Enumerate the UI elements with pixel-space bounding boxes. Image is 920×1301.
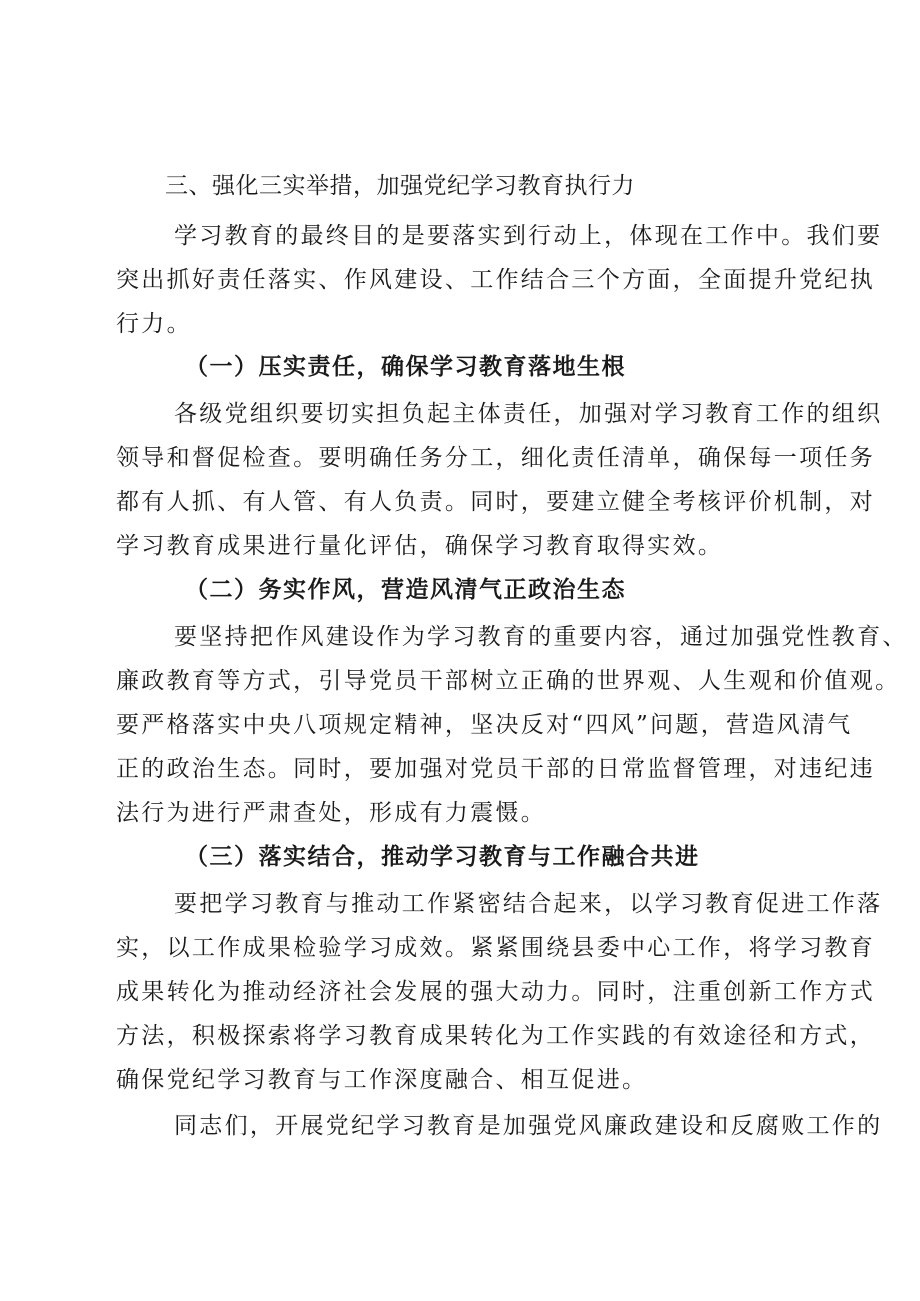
closing-line-1: 同志们，开展党纪学习教育是加强党风廉政建设和反腐败工作的 <box>174 1113 883 1139</box>
sub-heading-2: （二）务实作风，营造风清气正政治生态 <box>185 577 626 603</box>
sub3-line-1: 要把学习教育与推动工作紧密结合起来，以学习教育促进工作落 <box>174 891 883 917</box>
sub2-line-1: 要坚持把作风建设作为学习教育的重要内容，通过加强党性教育、 <box>174 624 908 650</box>
sub-heading-1: （一）压实责任，确保学习教育落地生根 <box>185 354 626 380</box>
sub1-line-1: 各级党组织要切实担负起主体责任，加强对学习教育工作的组织 <box>174 401 883 427</box>
sub1-line-4: 学习教育成果进行量化评估，确保学习教育取得实效。 <box>116 533 724 559</box>
section-heading: 三、强化三实举措，加强党纪学习教育执行力 <box>165 173 635 199</box>
intro-line-1: 学习教育的最终目的是要落实到行动上，体现在工作中。我们要 <box>174 223 883 249</box>
sub3-line-3: 成果转化为推动经济社会发展的强大动力。同时，注重创新工作方式 <box>116 979 875 1005</box>
sub3-line-4: 方法，积极探索将学习教育成果转化为工作实践的有效途径和方式， <box>116 1023 875 1049</box>
sub1-line-3: 都有人抓、有人管、有人负责。同时，要建立健全考核评价机制，对 <box>116 489 875 515</box>
sub1-line-2: 领导和督促检查。要明确任务分工，细化责任清单，确保每一项任务 <box>116 445 875 471</box>
sub2-line-3: 要严格落实中央八项规定精神，坚决反对“四风”问题，营造风清气 <box>116 712 853 738</box>
sub2-line-4: 正的政治生态。同时，要加强对党员干部的日常监督管理，对违纪违 <box>116 756 875 782</box>
sub-heading-3: （三）落实结合，推动学习教育与工作融合共进 <box>185 844 700 870</box>
sub2-line-5: 法行为进行严肃查处，形成有力震慑。 <box>116 800 547 826</box>
sub3-line-5: 确保党纪学习教育与工作深度融合、相互促进。 <box>116 1067 648 1093</box>
intro-line-3: 行力。 <box>116 311 192 337</box>
intro-line-2: 突出抓好责任落实、作风建设、工作结合三个方面，全面提升党纪执 <box>116 267 875 293</box>
sub2-line-2: 廉政教育等方式，引导党员干部树立正确的世界观、人生观和价值观。 <box>116 668 901 694</box>
sub3-line-2: 实，以工作成果检验学习成效。紧紧围绕县委中心工作，将学习教育 <box>116 935 875 961</box>
